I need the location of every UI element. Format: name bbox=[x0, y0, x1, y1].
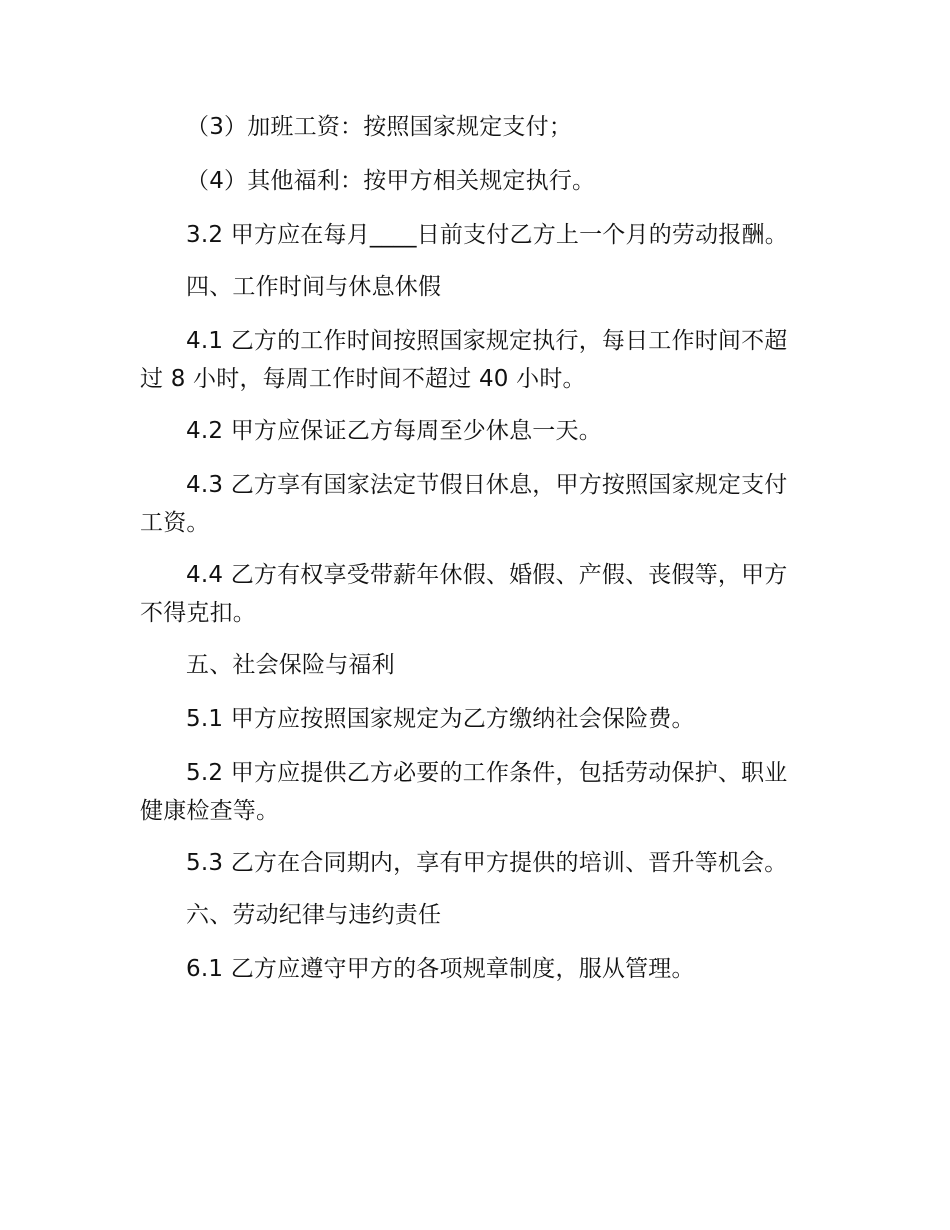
clause-5-1-social-insurance: 5.1 甲方应按照国家规定为乙方缴纳社会保险费。 bbox=[186, 706, 695, 732]
document-body bbox=[140, 108, 810, 1004]
clause-3-1-4-other-benefits: （4）其他福利：按甲方相关规定执行。 bbox=[186, 168, 596, 194]
section-5-heading: 五、社会保险与福利 bbox=[186, 652, 395, 678]
clause-3-1-3-overtime-pay: （3）加班工资：按照国家规定支付； bbox=[186, 114, 573, 140]
clause-5-2-working-conditions: 5.2 甲方应提供乙方必要的工作条件，包括劳动保护、职业健康检查等。 bbox=[140, 760, 788, 824]
clause-4-3-holidays: 4.3 乙方享有国家法定节假日休息，甲方按照国家规定支付工资。 bbox=[140, 472, 788, 536]
clause-5-3-training: 5.3 乙方在合同期内，享有甲方提供的培训、晋升等机会。 bbox=[186, 850, 788, 876]
clause-4-4-paid-leave: 4.4 乙方有权享受带薪年休假、婚假、产假、丧假等，甲方不得克扣。 bbox=[140, 562, 788, 626]
clause-6-1-rules: 6.1 乙方应遵守甲方的各项规章制度，服从管理。 bbox=[186, 956, 695, 982]
clause-4-1-working-hours: 4.1 乙方的工作时间按照国家规定执行，每日工作时间不超过 8 小时，每周工作时间不超过 40 小时。 bbox=[140, 328, 788, 392]
section-4-heading: 四、工作时间与休息休假 bbox=[186, 274, 442, 300]
clause-4-2-weekly-rest: 4.2 甲方应保证乙方每周至少休息一天。 bbox=[186, 418, 602, 444]
clause-3-2-payment-date: 3.2 甲方应在每月____日前支付乙方上一个月的劳动报酬。 bbox=[186, 222, 788, 248]
section-6-heading: 六、劳动纪律与违约责任 bbox=[186, 902, 442, 928]
